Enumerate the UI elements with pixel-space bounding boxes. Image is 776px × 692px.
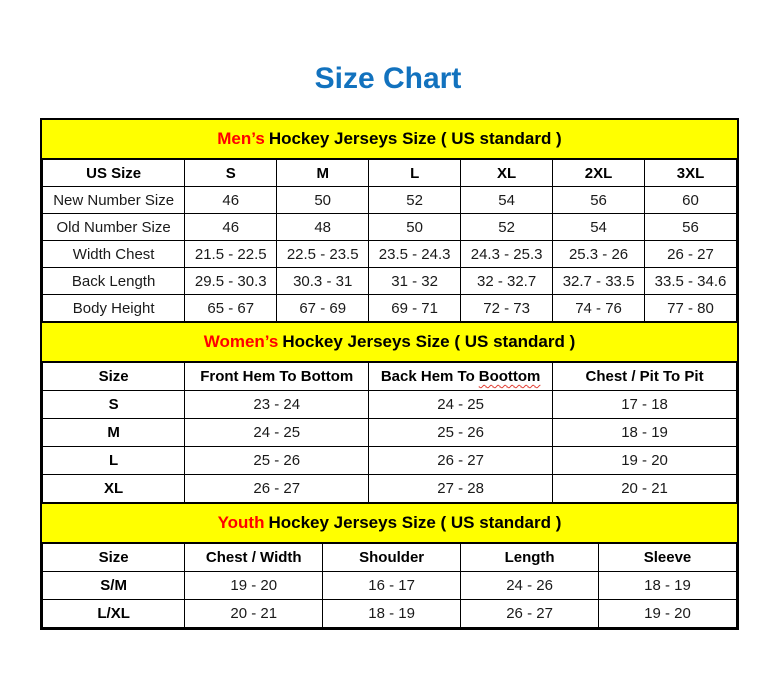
table-cell: 72 - 73: [461, 295, 553, 322]
table-cell: 18 - 19: [553, 419, 737, 447]
row-label: M: [43, 419, 185, 447]
mens-heading-accent: Men’s: [217, 129, 265, 148]
table-row: [43, 295, 737, 322]
womens-size-table: [42, 362, 737, 503]
youth-header-row: [43, 544, 737, 572]
column-header: 3XL: [645, 160, 737, 187]
table-cell: 74 - 76: [553, 295, 645, 322]
table-row: [43, 475, 737, 503]
table-cell: 50: [369, 214, 461, 241]
table-cell: 46: [185, 214, 277, 241]
size-chart-container: [40, 118, 739, 630]
table-cell: 65 - 67: [185, 295, 277, 322]
table-cell: 19 - 20: [599, 600, 737, 628]
column-header: S: [185, 160, 277, 187]
table-cell: 32.7 - 33.5: [553, 268, 645, 295]
table-cell: 50: [277, 187, 369, 214]
table-cell: 54: [461, 187, 553, 214]
table-cell: 24 - 26: [461, 572, 599, 600]
youth-heading-accent: Youth: [217, 513, 265, 532]
table-cell: 56: [645, 214, 737, 241]
table-cell: 18 - 19: [599, 572, 737, 600]
column-header: Chest / Pit To Pit: [553, 363, 737, 391]
table-cell: 24 - 25: [369, 391, 553, 419]
row-label: Old Number Size: [43, 214, 185, 241]
page-title: Size Chart: [314, 62, 462, 95]
table-cell: 60: [645, 187, 737, 214]
row-label: New Number Size: [43, 187, 185, 214]
table-cell: 46: [185, 187, 277, 214]
row-label: S: [43, 391, 185, 419]
mens-section-heading: [42, 120, 737, 159]
table-cell: 19 - 20: [553, 447, 737, 475]
table-row: [43, 419, 737, 447]
table-row: [43, 600, 737, 628]
column-header: Chest / Width: [185, 544, 323, 572]
row-label: Width Chest: [43, 241, 185, 268]
table-cell: 26 - 27: [645, 241, 737, 268]
table-cell: 52: [369, 187, 461, 214]
table-cell: 25 - 26: [369, 419, 553, 447]
table-cell: 22.5 - 23.5: [277, 241, 369, 268]
table-cell: 23.5 - 24.3: [369, 241, 461, 268]
column-header: Size: [43, 363, 185, 391]
table-cell: 17 - 18: [553, 391, 737, 419]
column-header-misspelled: [369, 363, 553, 391]
column-header: 2XL: [553, 160, 645, 187]
table-cell: 48: [277, 214, 369, 241]
row-label: Body Height: [43, 295, 185, 322]
misspelled-word: Boottom: [478, 368, 541, 385]
table-cell: 69 - 71: [369, 295, 461, 322]
table-row: [43, 214, 737, 241]
youth-size-table: [42, 543, 737, 628]
table-cell: 77 - 80: [645, 295, 737, 322]
table-cell: 24 - 25: [185, 419, 369, 447]
table-cell: 18 - 19: [323, 600, 461, 628]
womens-heading-rest: Hockey Jerseys Size ( US standard ): [282, 332, 576, 351]
table-cell: 25 - 26: [185, 447, 369, 475]
table-row: [43, 391, 737, 419]
mens-heading-rest: Hockey Jerseys Size ( US standard ): [268, 129, 562, 148]
mens-size-table: [42, 159, 737, 322]
table-cell: 19 - 20: [185, 572, 323, 600]
column-header: Shoulder: [323, 544, 461, 572]
table-cell: 29.5 - 30.3: [185, 268, 277, 295]
table-cell: 26 - 27: [369, 447, 553, 475]
table-cell: 30.3 - 31: [277, 268, 369, 295]
table-cell: 26 - 27: [185, 475, 369, 503]
table-row: [43, 187, 737, 214]
back-hem-label-part: Back Hem To: [380, 368, 475, 385]
womens-header-row: [43, 363, 737, 391]
table-cell: 27 - 28: [369, 475, 553, 503]
womens-heading-accent: Women’s: [203, 332, 279, 351]
table-cell: 20 - 21: [185, 600, 323, 628]
table-cell: 21.5 - 22.5: [185, 241, 277, 268]
table-cell: 52: [461, 214, 553, 241]
table-cell: 26 - 27: [461, 600, 599, 628]
table-cell: 54: [553, 214, 645, 241]
column-header: Length: [461, 544, 599, 572]
table-row: [43, 572, 737, 600]
womens-section-heading: [42, 322, 737, 362]
column-header: US Size: [43, 160, 185, 187]
table-cell: 32 - 32.7: [461, 268, 553, 295]
column-header: M: [277, 160, 369, 187]
row-label: XL: [43, 475, 185, 503]
column-header: XL: [461, 160, 553, 187]
column-header: Sleeve: [599, 544, 737, 572]
row-label: L/XL: [43, 600, 185, 628]
table-row: [43, 241, 737, 268]
row-label: Back Length: [43, 268, 185, 295]
table-row: [43, 447, 737, 475]
table-cell: 31 - 32: [369, 268, 461, 295]
table-cell: 23 - 24: [185, 391, 369, 419]
table-cell: 56: [553, 187, 645, 214]
table-cell: 67 - 69: [277, 295, 369, 322]
column-header: Size: [43, 544, 185, 572]
table-cell: 33.5 - 34.6: [645, 268, 737, 295]
row-label: S/M: [43, 572, 185, 600]
youth-section-heading: [42, 503, 737, 543]
table-cell: 24.3 - 25.3: [461, 241, 553, 268]
column-header: L: [369, 160, 461, 187]
table-cell: 20 - 21: [553, 475, 737, 503]
table-cell: 16 - 17: [323, 572, 461, 600]
table-row: [43, 268, 737, 295]
row-label: L: [43, 447, 185, 475]
youth-heading-rest: Hockey Jerseys Size ( US standard ): [268, 513, 562, 532]
mens-header-row: [43, 160, 737, 187]
table-cell: 25.3 - 26: [553, 241, 645, 268]
column-header: Front Hem To Bottom: [185, 363, 369, 391]
